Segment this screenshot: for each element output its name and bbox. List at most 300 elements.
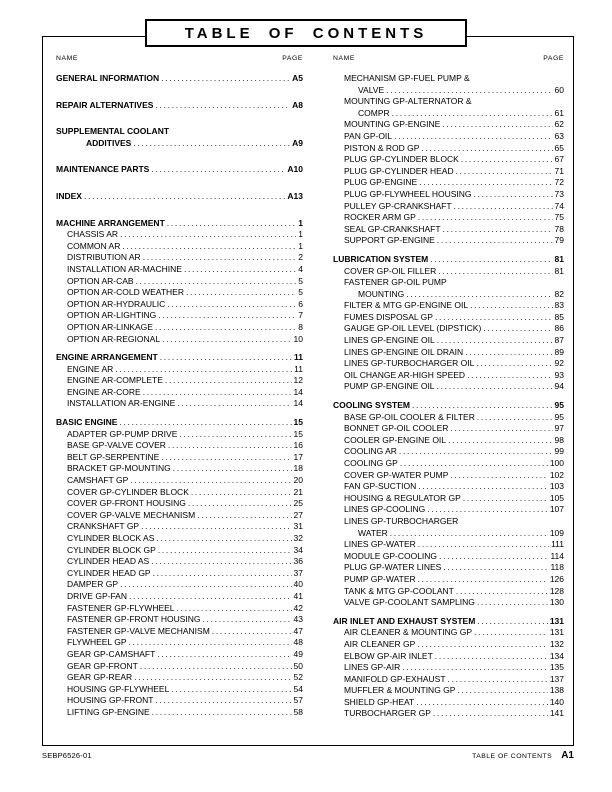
dot-leader bbox=[421, 143, 552, 155]
toc-columns bbox=[56, 55, 565, 720]
dot-leader bbox=[412, 400, 553, 412]
toc-entry-line bbox=[344, 312, 564, 324]
entry-label: PLUG GP-CYLINDER BLOCK bbox=[344, 154, 459, 165]
toc-entry[interactable] bbox=[333, 212, 564, 224]
toc-entry[interactable] bbox=[333, 400, 564, 412]
dot-leader bbox=[450, 470, 547, 482]
entry-label: SHIELD GP-HEAT bbox=[344, 696, 415, 707]
toc-entry-line bbox=[344, 586, 564, 598]
entry-page-number: 8 bbox=[298, 321, 303, 332]
toc-entry[interactable] bbox=[56, 649, 303, 661]
dot-leader bbox=[122, 241, 296, 253]
toc-entry[interactable] bbox=[333, 166, 564, 178]
entry-page-number: 135 bbox=[549, 662, 564, 673]
dot-leader bbox=[437, 335, 553, 347]
toc-entry[interactable] bbox=[56, 579, 303, 591]
toc-entry[interactable] bbox=[56, 334, 303, 346]
entry-label: FUMES DISPOSAL GP bbox=[344, 311, 433, 322]
toc-entry[interactable] bbox=[333, 119, 564, 131]
toc-entry[interactable] bbox=[333, 224, 564, 236]
toc-entry-line bbox=[56, 100, 303, 112]
entry-label: FLYWHEEL GP bbox=[67, 637, 127, 648]
toc-entry[interactable] bbox=[333, 627, 564, 639]
dot-leader bbox=[197, 510, 291, 522]
dot-leader bbox=[155, 322, 296, 334]
entry-label: FASTENER GP-VALVE MECHANISM bbox=[67, 625, 210, 636]
entry-label: LIFTING GP-ENGINE bbox=[67, 706, 150, 717]
toc-entry[interactable] bbox=[56, 452, 303, 464]
dot-leader bbox=[158, 310, 296, 322]
toc-entry[interactable] bbox=[333, 458, 564, 470]
toc-entry[interactable] bbox=[56, 287, 303, 299]
entry-page-number: 114 bbox=[550, 550, 564, 561]
toc-entry[interactable] bbox=[333, 697, 564, 709]
toc-entry[interactable] bbox=[56, 637, 303, 649]
dot-leader bbox=[418, 212, 553, 224]
dot-leader bbox=[152, 707, 292, 719]
toc-entry-line bbox=[344, 597, 564, 609]
dot-leader bbox=[474, 627, 548, 639]
toc-entry[interactable] bbox=[333, 335, 564, 347]
toc-entry[interactable] bbox=[56, 684, 303, 696]
dot-leader bbox=[153, 568, 292, 580]
toc-entry-line bbox=[344, 435, 564, 447]
entry-label: COOLING SYSTEM bbox=[333, 400, 410, 411]
dot-leader bbox=[461, 154, 553, 166]
entry-page-number: 27 bbox=[293, 509, 303, 520]
entry-label: LINES GP-ENGINE OIL bbox=[344, 335, 435, 346]
toc-entry[interactable] bbox=[56, 164, 303, 176]
toc-entry[interactable] bbox=[333, 708, 564, 720]
dot-leader bbox=[161, 73, 290, 85]
dot-leader bbox=[463, 493, 548, 505]
toc-entry[interactable] bbox=[333, 651, 564, 663]
entry-label: COOLING GP bbox=[344, 458, 398, 468]
entry-label: OPTION AR-REGIONAL bbox=[67, 333, 161, 344]
dot-leader bbox=[143, 252, 297, 264]
toc-entry[interactable] bbox=[56, 695, 303, 707]
entry-label: GAUGE GP-OIL LEVEL (DIPSTICK) bbox=[344, 323, 482, 334]
toc-entry[interactable] bbox=[333, 616, 564, 628]
toc-entry[interactable] bbox=[333, 312, 564, 324]
toc-entry[interactable] bbox=[56, 252, 303, 264]
entry-page-number: 118 bbox=[550, 562, 564, 573]
toc-entry-line bbox=[344, 189, 564, 201]
dot-leader bbox=[167, 299, 296, 311]
entry-page-number: 1 bbox=[298, 240, 303, 251]
toc-entry[interactable] bbox=[56, 241, 303, 253]
entry-page-number: 1 bbox=[298, 229, 303, 240]
entry-label: FILTER & MTG GP-ENGINE OIL bbox=[344, 300, 469, 311]
entry-page-number: 102 bbox=[549, 469, 564, 480]
entry-page-number: 5 bbox=[298, 287, 303, 298]
toc-entry[interactable] bbox=[333, 154, 564, 166]
entry-page-number: A10 bbox=[287, 164, 303, 175]
toc-entry[interactable] bbox=[56, 73, 303, 85]
toc-entry-line bbox=[344, 539, 564, 551]
entry-label: PISTON & ROD GP bbox=[344, 142, 420, 153]
entry-label-continuation: ADDITIVES bbox=[86, 137, 132, 148]
entry-label: ENGINE AR-CORE bbox=[67, 386, 141, 397]
entry-page-number: 100 bbox=[549, 458, 564, 468]
entry-page-number: 61 bbox=[554, 107, 564, 118]
toc-entry[interactable] bbox=[333, 597, 564, 609]
toc-entry[interactable] bbox=[333, 370, 564, 382]
entry-label: CAMSHAFT GP bbox=[67, 475, 129, 486]
dot-leader bbox=[477, 412, 553, 424]
column-header-page: PAGE bbox=[282, 55, 303, 62]
entry-page-number: 130 bbox=[549, 597, 564, 608]
entry-label: COVER GP-FRONT HOUSING bbox=[67, 498, 186, 509]
toc-entry[interactable] bbox=[333, 504, 564, 516]
entry-page-number: 43 bbox=[293, 614, 303, 625]
toc-entry-line bbox=[67, 684, 303, 696]
dot-leader bbox=[448, 674, 548, 686]
entry-page-number: A8 bbox=[292, 99, 303, 110]
entry-page-number: 50 bbox=[293, 660, 303, 671]
toc-entry-line bbox=[67, 626, 303, 638]
toc-entry-line bbox=[344, 551, 564, 563]
dot-leader bbox=[186, 287, 296, 299]
toc-entry[interactable] bbox=[56, 375, 303, 387]
dot-leader bbox=[419, 177, 552, 189]
entry-label: LINES GP-WATER bbox=[344, 539, 416, 550]
toc-entry[interactable] bbox=[56, 322, 303, 334]
dot-leader bbox=[129, 637, 292, 649]
toc-entry[interactable] bbox=[56, 352, 303, 364]
entry-page-number: 65 bbox=[554, 142, 564, 153]
entry-label: MOUNTING GP-ENGINE bbox=[344, 119, 441, 130]
toc-column-left bbox=[56, 55, 303, 720]
entry-page-number: 89 bbox=[554, 346, 564, 357]
toc-entry[interactable] bbox=[56, 229, 303, 241]
entry-label: DRIVE GP-FAN bbox=[67, 590, 127, 601]
dot-leader bbox=[416, 697, 548, 709]
page-footer bbox=[42, 750, 574, 761]
toc-entry[interactable] bbox=[56, 661, 303, 673]
entry-page-number: 17 bbox=[293, 451, 303, 462]
entry-label: BASE GP-VALVE COVER bbox=[67, 440, 166, 451]
toc-entry[interactable] bbox=[56, 417, 303, 429]
dot-leader bbox=[477, 597, 548, 609]
entry-page-number: 41 bbox=[293, 590, 303, 601]
dot-leader bbox=[212, 626, 292, 638]
entry-page-number: 48 bbox=[293, 637, 303, 648]
toc-entry[interactable] bbox=[333, 562, 564, 574]
toc-entry[interactable] bbox=[333, 662, 564, 674]
toc-entry[interactable] bbox=[56, 429, 303, 441]
dot-leader bbox=[467, 370, 552, 382]
toc-entry[interactable] bbox=[56, 218, 303, 230]
toc-entry[interactable] bbox=[56, 276, 303, 288]
toc-entry-line bbox=[344, 154, 564, 166]
toc-entry-line bbox=[344, 662, 564, 674]
document-number: SEBP6526-01 bbox=[42, 751, 92, 760]
entry-label: MODULE GP-COOLING bbox=[344, 550, 438, 561]
dot-leader bbox=[179, 429, 291, 441]
entry-label: CHASSIS AR bbox=[67, 229, 119, 240]
toc-entry[interactable] bbox=[333, 254, 564, 266]
toc-entry-line bbox=[67, 287, 303, 299]
entry-label: ELBOW GP-AIR INLET bbox=[344, 650, 433, 661]
toc-entry-line bbox=[67, 452, 303, 464]
toc-entry[interactable] bbox=[56, 533, 303, 545]
entry-label: COMMON AR bbox=[67, 240, 121, 251]
toc-entry[interactable] bbox=[56, 614, 303, 626]
toc-entry-line bbox=[344, 562, 564, 574]
dot-leader bbox=[438, 266, 552, 278]
entry-page-number: 5 bbox=[298, 275, 303, 286]
toc-entry-line bbox=[344, 458, 564, 470]
dot-leader bbox=[129, 591, 292, 603]
toc-entry[interactable] bbox=[56, 310, 303, 322]
toc-entry[interactable] bbox=[333, 143, 564, 155]
toc-entry[interactable] bbox=[333, 189, 564, 201]
toc-entry[interactable] bbox=[333, 435, 564, 447]
dot-leader bbox=[418, 481, 548, 493]
entry-label: OPTION AR-CAB bbox=[67, 275, 134, 286]
toc-entry-line bbox=[344, 235, 564, 247]
entry-label: LINES GP-AIR bbox=[344, 662, 401, 673]
toc-entry[interactable] bbox=[333, 300, 564, 312]
toc-entry[interactable] bbox=[56, 387, 303, 399]
toc-entry[interactable] bbox=[56, 498, 303, 510]
dot-leader bbox=[433, 708, 548, 720]
toc-entry-line bbox=[67, 375, 303, 387]
toc-entry-line bbox=[67, 695, 303, 707]
dot-leader bbox=[406, 289, 552, 301]
entry-label: GEAR GP-CAMSHAFT bbox=[67, 648, 156, 659]
entry-page-number: 81 bbox=[554, 253, 564, 264]
title-box bbox=[145, 19, 467, 47]
toc-entry-line bbox=[67, 556, 303, 568]
toc-entry[interactable] bbox=[333, 201, 564, 213]
column-header-right bbox=[333, 55, 564, 63]
toc-entry-line-continuation bbox=[344, 528, 564, 540]
toc-entry-line bbox=[67, 252, 303, 264]
dot-leader bbox=[130, 475, 291, 487]
toc-entry[interactable] bbox=[333, 177, 564, 189]
entry-page-number: 18 bbox=[293, 463, 303, 474]
dot-leader bbox=[457, 685, 547, 697]
toc-entry[interactable] bbox=[56, 603, 303, 615]
dot-leader bbox=[177, 603, 292, 615]
footer-label: TABLE OF CONTENTS bbox=[472, 753, 553, 760]
toc-entry[interactable] bbox=[333, 412, 564, 424]
toc-entry[interactable] bbox=[56, 191, 303, 203]
toc-entry[interactable] bbox=[333, 446, 564, 458]
toc-entry[interactable] bbox=[56, 568, 303, 580]
dot-leader bbox=[456, 586, 548, 598]
toc-entry-line bbox=[67, 229, 303, 241]
toc-entry[interactable] bbox=[333, 235, 564, 247]
entry-page-number: 32 bbox=[293, 533, 303, 543]
dot-leader bbox=[454, 201, 553, 213]
entry-label: PUMP GP-ENGINE OIL bbox=[344, 381, 435, 392]
entry-label: MAINTENANCE PARTS bbox=[56, 164, 150, 175]
toc-entry[interactable] bbox=[56, 475, 303, 487]
column-header-name: NAME bbox=[56, 55, 79, 62]
toc-entry-line bbox=[56, 126, 303, 138]
entry-page-number: 20 bbox=[293, 475, 303, 486]
toc-entry-line bbox=[344, 423, 564, 435]
toc-entry[interactable] bbox=[333, 516, 564, 539]
entry-label: SUPPORT GP-ENGINE bbox=[344, 235, 435, 246]
toc-entry-line bbox=[67, 533, 303, 545]
toc-entry-line bbox=[67, 299, 303, 311]
toc-entry-line bbox=[344, 166, 564, 178]
toc-entry[interactable] bbox=[56, 487, 303, 499]
entry-label: GEAR GP-REAR bbox=[67, 672, 133, 683]
toc-entry-line bbox=[67, 545, 303, 557]
dot-leader bbox=[134, 672, 291, 684]
entry-label: PLUG GP-CYLINDER HEAD bbox=[344, 165, 454, 176]
toc-entry[interactable] bbox=[56, 398, 303, 410]
toc-entry-line-continuation bbox=[344, 289, 564, 301]
toc-entry-line bbox=[67, 579, 303, 591]
toc-entry-line bbox=[67, 614, 303, 626]
dot-leader bbox=[120, 229, 296, 241]
toc-entry[interactable] bbox=[56, 126, 303, 149]
toc-entry-line bbox=[56, 191, 303, 203]
toc-entry-line bbox=[344, 685, 564, 697]
toc-entry-line bbox=[344, 266, 564, 278]
toc-entry[interactable] bbox=[56, 626, 303, 638]
toc-entry-line bbox=[56, 73, 303, 85]
toc-entry[interactable] bbox=[56, 463, 303, 475]
toc-entry-line bbox=[344, 708, 564, 720]
column-header-left bbox=[56, 55, 303, 63]
entry-page-number: 138 bbox=[549, 685, 564, 696]
toc-entry[interactable] bbox=[333, 639, 564, 651]
toc-entry-line bbox=[67, 672, 303, 684]
entry-label: FASTENER GP-FRONT HOUSING bbox=[67, 614, 201, 625]
entry-label: BELT GP-SERPENTINE bbox=[67, 451, 160, 462]
toc-entry[interactable] bbox=[333, 96, 564, 119]
entry-label: BRACKET GP-MOUNTING bbox=[67, 463, 171, 474]
entry-label: BONNET GP-OIL COOLER bbox=[344, 423, 449, 434]
toc-entry[interactable] bbox=[333, 323, 564, 335]
dot-leader bbox=[160, 352, 292, 364]
entry-page-number: 47 bbox=[293, 625, 303, 636]
toc-entry[interactable] bbox=[333, 470, 564, 482]
dot-leader bbox=[448, 435, 553, 447]
dot-leader bbox=[394, 131, 553, 143]
entry-label: FAN GP-SUCTION bbox=[344, 481, 417, 492]
toc-entry[interactable] bbox=[56, 299, 303, 311]
entry-label: OPTION AR-LINKAGE bbox=[67, 321, 153, 332]
entry-page-number: 131 bbox=[549, 615, 564, 626]
toc-entry[interactable] bbox=[56, 521, 303, 533]
toc-entry-line bbox=[67, 707, 303, 719]
toc-entry-line bbox=[344, 481, 564, 493]
toc-entry[interactable] bbox=[333, 277, 564, 300]
entry-label-continuation: WATER bbox=[358, 527, 388, 538]
toc-entry-line bbox=[344, 651, 564, 663]
toc-entry[interactable] bbox=[333, 266, 564, 278]
column-header-page: PAGE bbox=[543, 55, 564, 62]
entry-page-number: 58 bbox=[293, 706, 303, 717]
entry-label: PLUG GP-FLYWHEEL HOUSING bbox=[344, 188, 472, 199]
toc-entry-line bbox=[344, 639, 564, 651]
entry-page-number: 94 bbox=[554, 381, 564, 392]
entry-page-number: 137 bbox=[549, 673, 564, 684]
toc-entry[interactable] bbox=[333, 347, 564, 359]
dot-leader bbox=[151, 164, 285, 176]
dot-leader bbox=[84, 191, 285, 203]
toc-entry-line bbox=[56, 164, 303, 176]
toc-entry[interactable] bbox=[333, 358, 564, 370]
entry-page-number: 14 bbox=[293, 398, 303, 409]
toc-entry[interactable] bbox=[333, 685, 564, 697]
toc-entry-line bbox=[344, 224, 564, 236]
entry-page-number: 37 bbox=[293, 567, 303, 578]
entry-label: AIR CLEANER & MOUNTING GP bbox=[344, 627, 472, 638]
entry-page-number: A5 bbox=[292, 73, 303, 83]
entry-label: BASE GP-OIL COOLER & FILTER bbox=[344, 411, 475, 422]
entry-label: MOUNTING GP-ALTERNATOR & bbox=[344, 96, 472, 107]
toc-entry[interactable] bbox=[333, 381, 564, 393]
toc-entry[interactable] bbox=[333, 493, 564, 505]
toc-entry[interactable] bbox=[56, 440, 303, 452]
toc-entry-line bbox=[56, 417, 303, 429]
toc-entry[interactable] bbox=[333, 586, 564, 598]
toc-entry-line bbox=[344, 73, 564, 85]
entry-label: FASTENER GP-OIL PUMP bbox=[344, 277, 447, 288]
toc-entry[interactable] bbox=[56, 364, 303, 376]
entry-label: VALVE GP-COOLANT SAMPLING bbox=[344, 597, 475, 608]
dot-leader bbox=[465, 347, 552, 359]
entry-label: PUMP GP-WATER bbox=[344, 573, 416, 584]
toc-entry[interactable] bbox=[333, 481, 564, 493]
dot-leader bbox=[119, 417, 291, 429]
toc-entry[interactable] bbox=[56, 100, 303, 112]
entry-label: COOLING AR bbox=[344, 446, 397, 457]
dot-leader bbox=[162, 334, 291, 346]
entry-label: HOUSING & REGULATOR GP bbox=[344, 492, 461, 503]
toc-entry[interactable] bbox=[333, 539, 564, 551]
toc-entry[interactable] bbox=[333, 73, 564, 96]
toc-entry[interactable] bbox=[56, 556, 303, 568]
toc-entry[interactable] bbox=[333, 574, 564, 586]
toc-entry[interactable] bbox=[333, 423, 564, 435]
toc-entry[interactable] bbox=[56, 545, 303, 557]
entry-page-number: 134 bbox=[549, 650, 564, 661]
entry-page-number: 85 bbox=[554, 311, 564, 322]
toc-entry-line bbox=[67, 521, 303, 533]
toc-entry[interactable] bbox=[333, 131, 564, 143]
dot-leader bbox=[443, 562, 548, 574]
entry-page-number: 15 bbox=[293, 417, 303, 428]
entry-label: MACHINE ARRANGEMENT bbox=[56, 217, 165, 228]
toc-entry[interactable] bbox=[333, 551, 564, 563]
toc-entry-line bbox=[56, 352, 303, 364]
entry-label: TURBOCHARGER GP bbox=[344, 708, 431, 719]
toc-entry[interactable] bbox=[56, 264, 303, 276]
toc-entry[interactable] bbox=[56, 510, 303, 522]
toc-entry[interactable] bbox=[56, 672, 303, 684]
entry-page-number: 79 bbox=[554, 235, 564, 246]
toc-entry-line bbox=[67, 510, 303, 522]
toc-entry-line bbox=[344, 493, 564, 505]
toc-entry[interactable] bbox=[56, 591, 303, 603]
toc-entry[interactable] bbox=[333, 674, 564, 686]
toc-entry[interactable] bbox=[56, 707, 303, 719]
entry-page-number: 95 bbox=[554, 411, 564, 422]
entry-page-number: 62 bbox=[554, 119, 564, 130]
dot-leader bbox=[173, 463, 292, 475]
toc-entry-line bbox=[333, 254, 564, 266]
